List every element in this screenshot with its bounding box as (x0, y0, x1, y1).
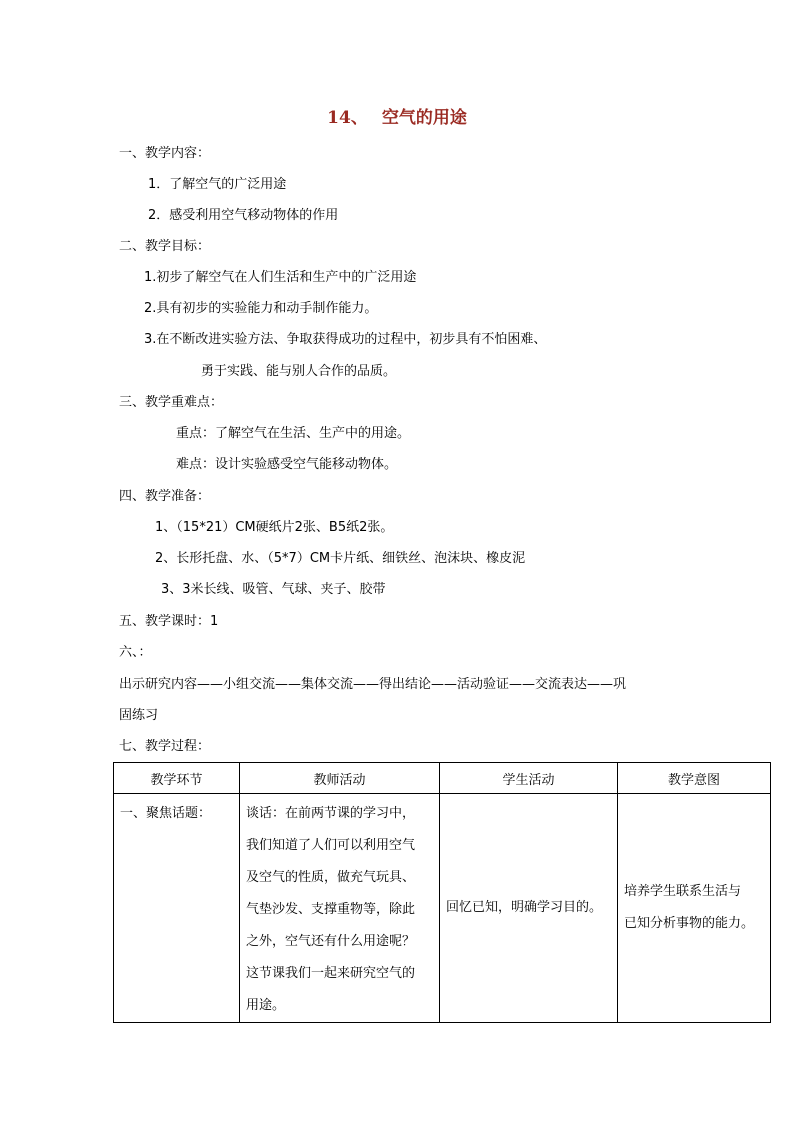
teaching-process-table (113, 762, 771, 1023)
goal-item-3-continued: 勇于实践、能与别人合作的品质。 (201, 364, 397, 379)
teacher-activity-cell (240, 794, 440, 1023)
keypoint-difficulty: 难点：设计实验感受空气能移动物体。 (176, 457, 398, 472)
header-student-activity: 学生活动 (440, 763, 618, 794)
flow-line-2: 固练习 (119, 708, 159, 723)
teacher-line: 之外，空气还有什么用途呢？ (246, 934, 416, 949)
document-title (0, 108, 794, 128)
student-activity-cell: 回忆已知，明确学习目的。 (440, 794, 618, 1023)
prep-heading: 四、教学准备： (119, 489, 211, 504)
goal-item-3: 3.在不断改进实验方法、争取获得成功的过程中，初步具有不怕困难、 (144, 332, 547, 347)
table-row (114, 794, 771, 1023)
table-header-row (114, 763, 771, 794)
intent-line: 已知分析事物的能力。 (624, 916, 755, 931)
keypoint-focus: 重点：了解空气在生活、生产中的用途。 (176, 426, 411, 441)
teacher-line: 气垫沙发、支撑重物等，除此 (246, 902, 416, 917)
teacher-line: 用途。 (246, 998, 286, 1013)
goals-heading: 二、教学目标： (119, 239, 211, 254)
goal-item-2: 2.具有初步的实验能力和动手制作能力。 (144, 301, 378, 316)
teacher-line: 及空气的性质，做充气玩具、 (246, 870, 416, 885)
prep-item-1: 1、（15*21）CM硬纸片2张、B5纸2张。 (155, 520, 394, 535)
header-teaching-intent: 教学意图 (618, 763, 771, 794)
stage-cell: 一、聚焦话题： (114, 794, 240, 1023)
section-six-heading: 六、： (119, 645, 152, 660)
title-number: 14、 (327, 108, 368, 128)
goal-item-1: 1.初步了解空气在人们生活和生产中的广泛用途 (144, 270, 417, 285)
teaching-intent-cell (618, 794, 771, 1023)
process-heading: 七、教学过程： (119, 739, 211, 754)
header-stage: 教学环节 (114, 763, 240, 794)
teacher-line: 我们知道了人们可以利用空气 (246, 838, 416, 853)
header-teacher-activity: 教师活动 (240, 763, 440, 794)
intent-line: 培养学生联系生活与 (624, 884, 742, 899)
content-heading: 一、教学内容： (119, 146, 211, 161)
title-text: 空气的用途 (381, 108, 467, 128)
keypoints-heading: 三、教学重难点： (119, 395, 224, 410)
teacher-line: 谈话：在前两节课的学习中， (246, 806, 416, 821)
flow-line-1: 出示研究内容——小组交流——集体交流——得出结论——活动验证——交流表达——巩 (119, 677, 627, 692)
content-item-1: 1．了解空气的广泛用途 (148, 177, 287, 192)
content-item-2: 2．感受利用空气移动物体的作用 (148, 208, 339, 223)
prep-item-3: 3、3米长线、吸管、气球、夹子、胶带 (161, 582, 386, 597)
teacher-line: 这节课我们一起来研究空气的 (246, 966, 416, 981)
hours-heading: 五、教学课时：1 (119, 614, 219, 629)
prep-item-2: 2、长形托盘、水、（5*7）CM卡片纸、细铁丝、泡沫块、橡皮泥 (155, 551, 526, 566)
